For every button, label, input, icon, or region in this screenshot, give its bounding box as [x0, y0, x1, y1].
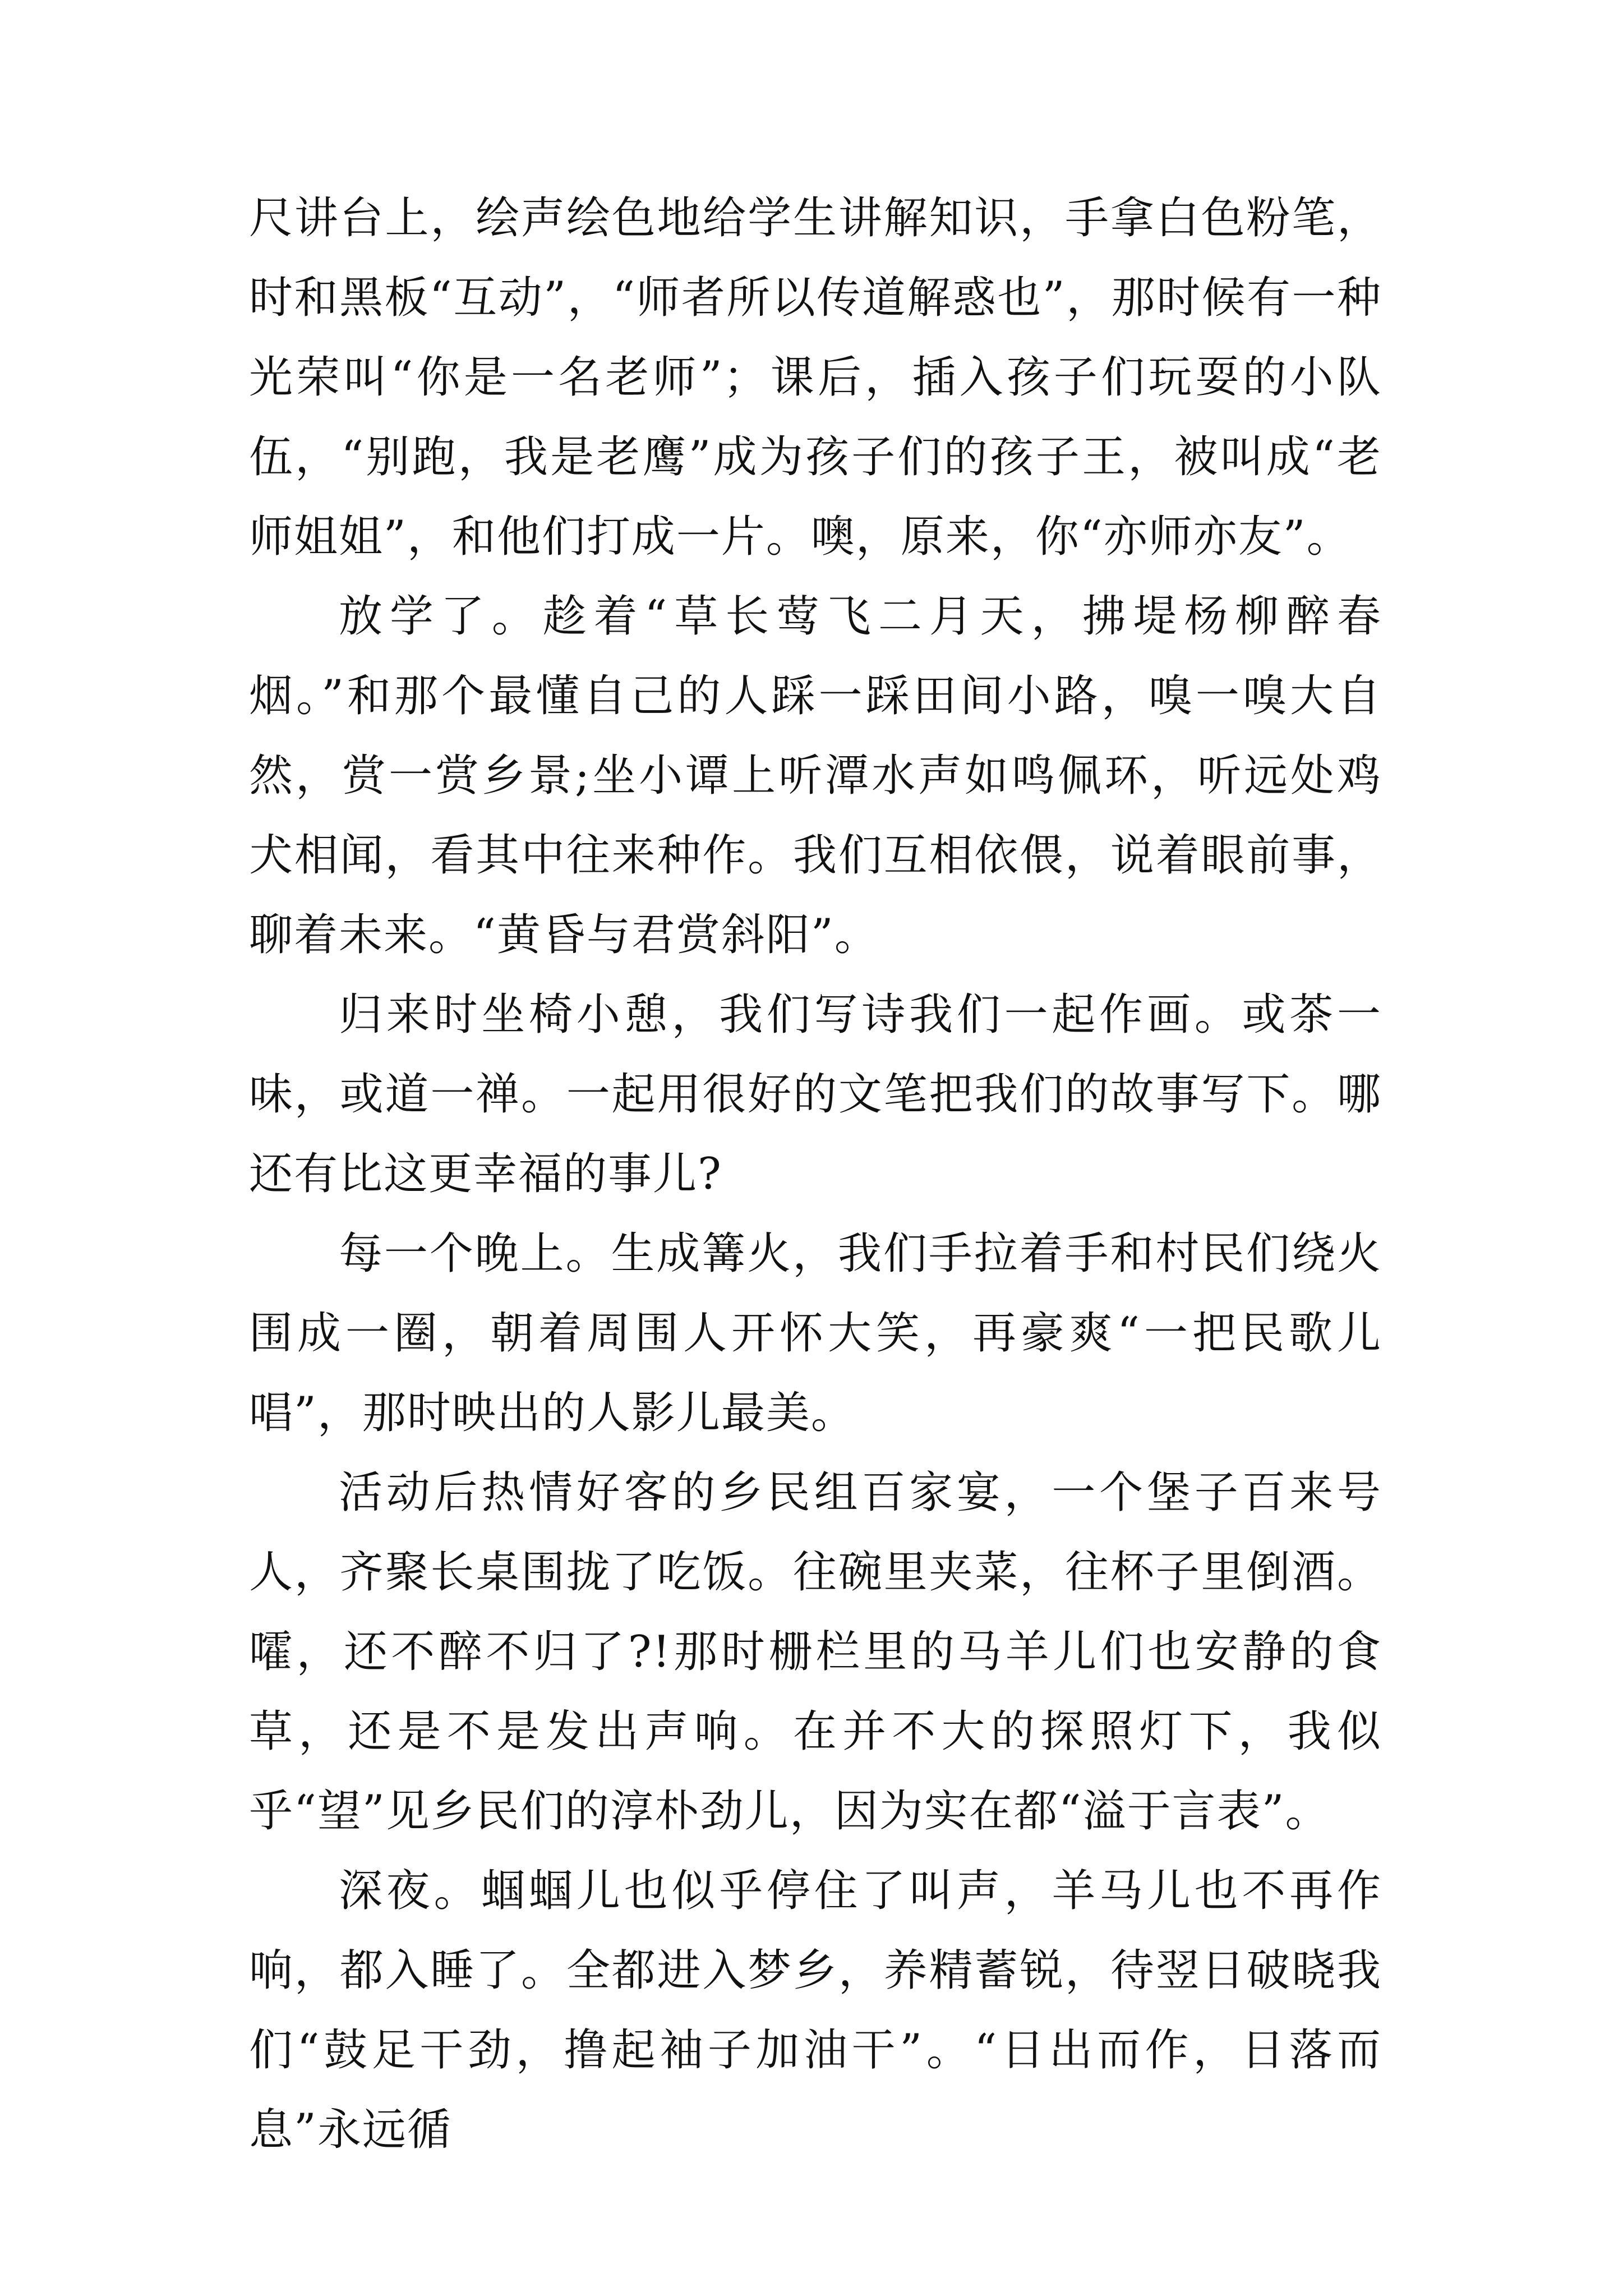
- paragraph-1: 尺讲台上，绘声绘色地给学生讲解知识，手拿白色粉笔，时和黑板“互动”，“师者所以传道解惑也”，那时候有一种光荣叫“你是一名老师”；课后，插入孩子们玩耍的小队伍，“别跑，我是老鹰”成为孩子们的孩子王，被叫成“老师姐姐”，和他们打成一片。噢，原来，你“亦师亦友”。: [249, 193, 1382, 562]
- body-text: [249, 178, 1382, 2170]
- paragraph-3: 归来时坐椅小憩，我们写诗我们一起作画。或茶一味，或道一禅。一起用很好的文笔把我们的故事写下。哪还有比这更幸福的事儿?: [249, 990, 1382, 1199]
- paragraph-2: 放学了。趁着“草长莺飞二月天，拂堤杨柳醉春烟。”和那个最懂自己的人踩一踩田间小路，嗅一嗅大自然，赏一赏乡景;坐小谭上听潭水声如鸣佩环，听远处鸡犬相闻，看其中往来种作。我们互相依偎，说着眼前事，聊着未来。“黄昏与君赏斜阳”。: [249, 591, 1382, 960]
- paragraph-6: 深夜。蝈蝈儿也似乎停住了叫声，羊马儿也不再作响，都入睡了。全都进入梦乡，养精蓄锐，待翌日破晓我们“鼓足干劲，撸起袖子加油干”。“日出而作，日落而息”永远循: [249, 1866, 1382, 2155]
- paragraph-5: 活动后热情好客的乡民组百家宴，一个堡子百来号人，齐聚长桌围拢了吃饭。往碗里夹菜，往杯子里倒酒。嚯，还不醉不归了?!那时栅栏里的马羊儿们也安静的食草，还是不是发出声响。在并不大的探照灯下，我似乎“望”见乡民们的淳朴劲儿，因为实在都“溢于言表”。: [249, 1467, 1382, 1837]
- paragraph-4: 每一个晚上。生成篝火，我们手拉着手和村民们绕火围成一圈，朝着周围人开怀大笑，再豪爽“一把民歌儿唱”，那时映出的人影儿最美。: [249, 1228, 1382, 1438]
